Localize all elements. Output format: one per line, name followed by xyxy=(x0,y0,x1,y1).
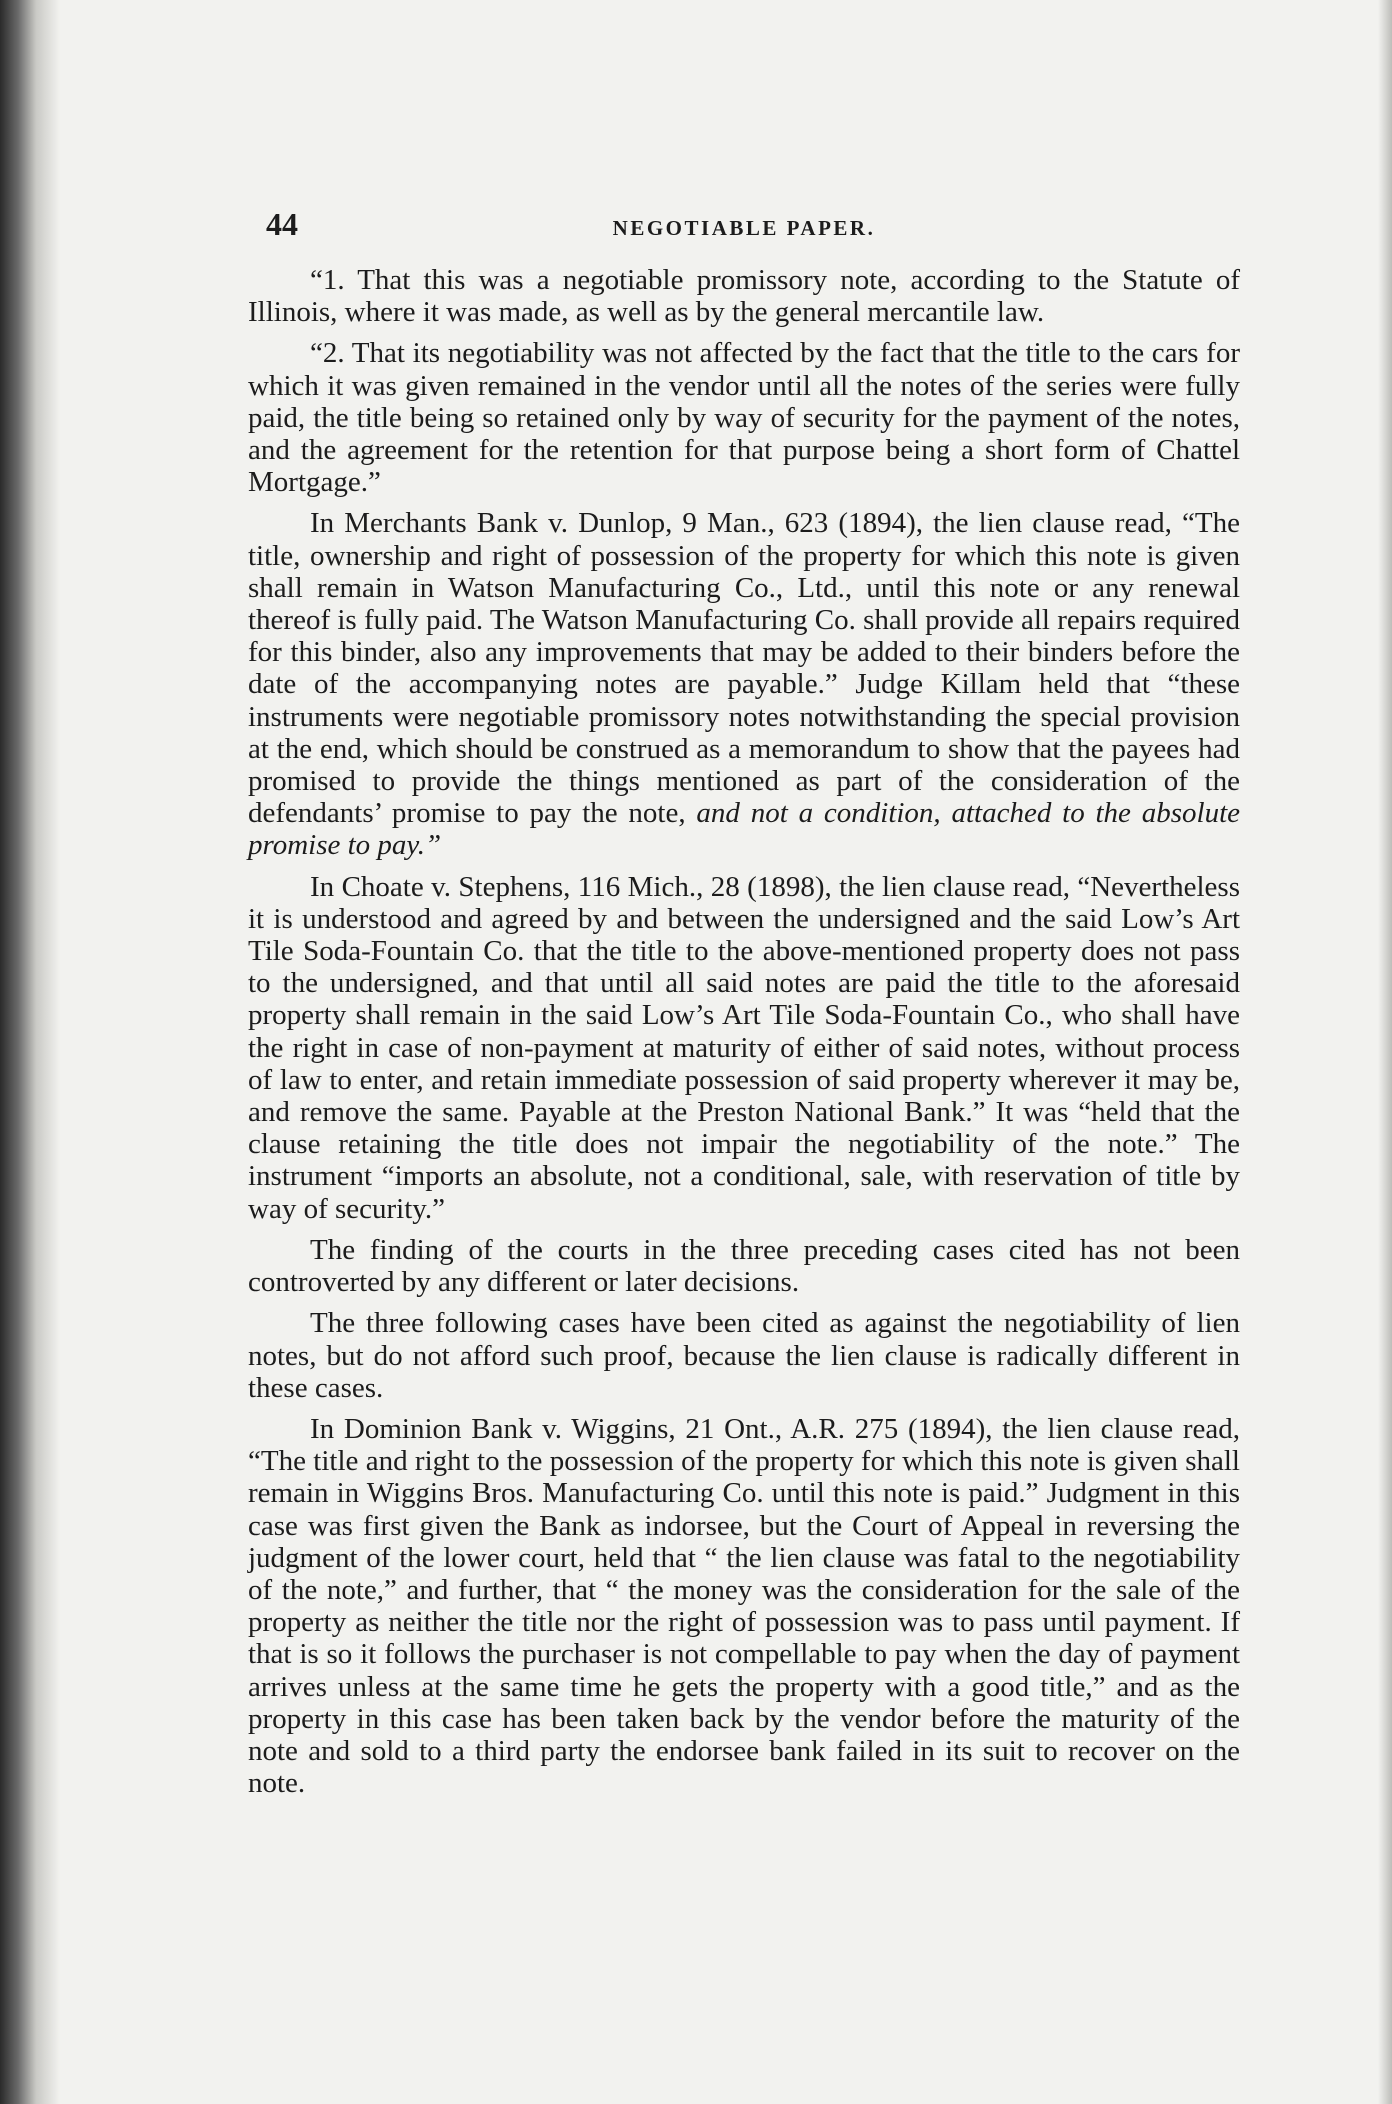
paragraph-following-cases: The three following cases have been cited as against the negotiability of lien notes, but do not afford such proof, because the lien clause is radically different in these cases. xyxy=(248,1307,1240,1404)
paragraph-findings: The finding of the courts in the three preceding cases cited has not been controverted by any different or later decisions. xyxy=(248,1233,1240,1299)
italic-quote: and not a condition, attached to the absolute promise to pay.” xyxy=(248,797,1241,862)
paragraph-holding-2: “2. That its negotiability was not affected by the fact that the title to the cars for which it was given remained in the vendor until all the notes of the series were fully paid, the title being so retained only by way of security for the payment of the notes, and the agreement for the retention for that purpose being a short form of Chattel Mortgage.” xyxy=(248,337,1240,499)
paragraph-merchants-bank: In Merchants Bank v. Dunlop, 9 Man., 623 (1894), the lien clause read, “The title, ownership and right of possession of the property for which this note is given shall remain in Watson Manufacturing Co., Ltd., until this note or any renewal thereof is fully paid. The Watson Manufacturing Co. shall provide all repairs required for this binder, also any improvements that may be added to their binders before the date of the accompanying notes are payable.” Judge Killam held that “these instruments were negotiable promissory notes notwithstanding the special provision at the end, which should be construed as a memorandum to show that the payees had promised to provide the things mentioned as part of the consideration of the defendants’ promise to pay the note, and not a condition, attached to the absolute promise to pay.” xyxy=(248,507,1241,862)
book-page xyxy=(248,200,1240,1808)
scan-right-edge xyxy=(1378,0,1392,2104)
paragraph-choate-stephens: In Choate v. Stephens, 116 Mich., 28 (1898), the lien clause read, “Nevertheless it is understood and agreed by and between the undersigned and the said Low’s Art Tile Soda-Fountain Co. that the title to the above-mentioned property does not pass to the undersigned, and that until all said notes are paid the title to the aforesaid property shall remain in the said Low’s Art Tile Soda-Fountain Co., who shall have the right in case of non-payment at maturity of either of said notes, without process of law to enter, and retain immediate possession of said property wherever it may be, and remove the same. Payable at the Preston National Bank.” It was “held that the clause retaining the title does not impair the negotiability of the note.” The instrument “imports an absolute, not a conditional, sale, with reservation of title by way of security.” xyxy=(248,870,1240,1225)
running-title: NEGOTIABLE PAPER. xyxy=(612,216,876,240)
paragraph-dominion-bank: In Dominion Bank v. Wiggins, 21 Ont., A.R. 275 (1894), the lien clause read, “The title and right to the possession of the property for which this note is given shall remain in Wiggins Bros. Manufacturing Co. until this note is paid.” Judgment in this case was first given the Bank as indorsee, but the Court of Appeal in reversing the judgment of the lower court, held that “ the lien clause was fatal to the negotiability of the note,” and further, that “ the money was the consideration for the sale of the property as neither the title nor the right of possession was to pass until payment. If that is so it follows the purchaser is not compellable to pay when the day of payment arrives unless at the same time he gets the property with a good title,” and as the property in this case has been taken back by the vendor before the maturity of the note and sold to a third party the endorsee bank failed in its suit to recover on the note. xyxy=(248,1412,1240,1800)
scan-binding-shadow xyxy=(0,0,60,2104)
paragraph-holding-1: “1. That this was a negotiable promissory note, according to the Statute of Illinois, where it was made, as well as by the general mercantile law. xyxy=(248,264,1240,329)
page-number: 44 xyxy=(266,206,298,242)
running-head xyxy=(248,200,1240,244)
